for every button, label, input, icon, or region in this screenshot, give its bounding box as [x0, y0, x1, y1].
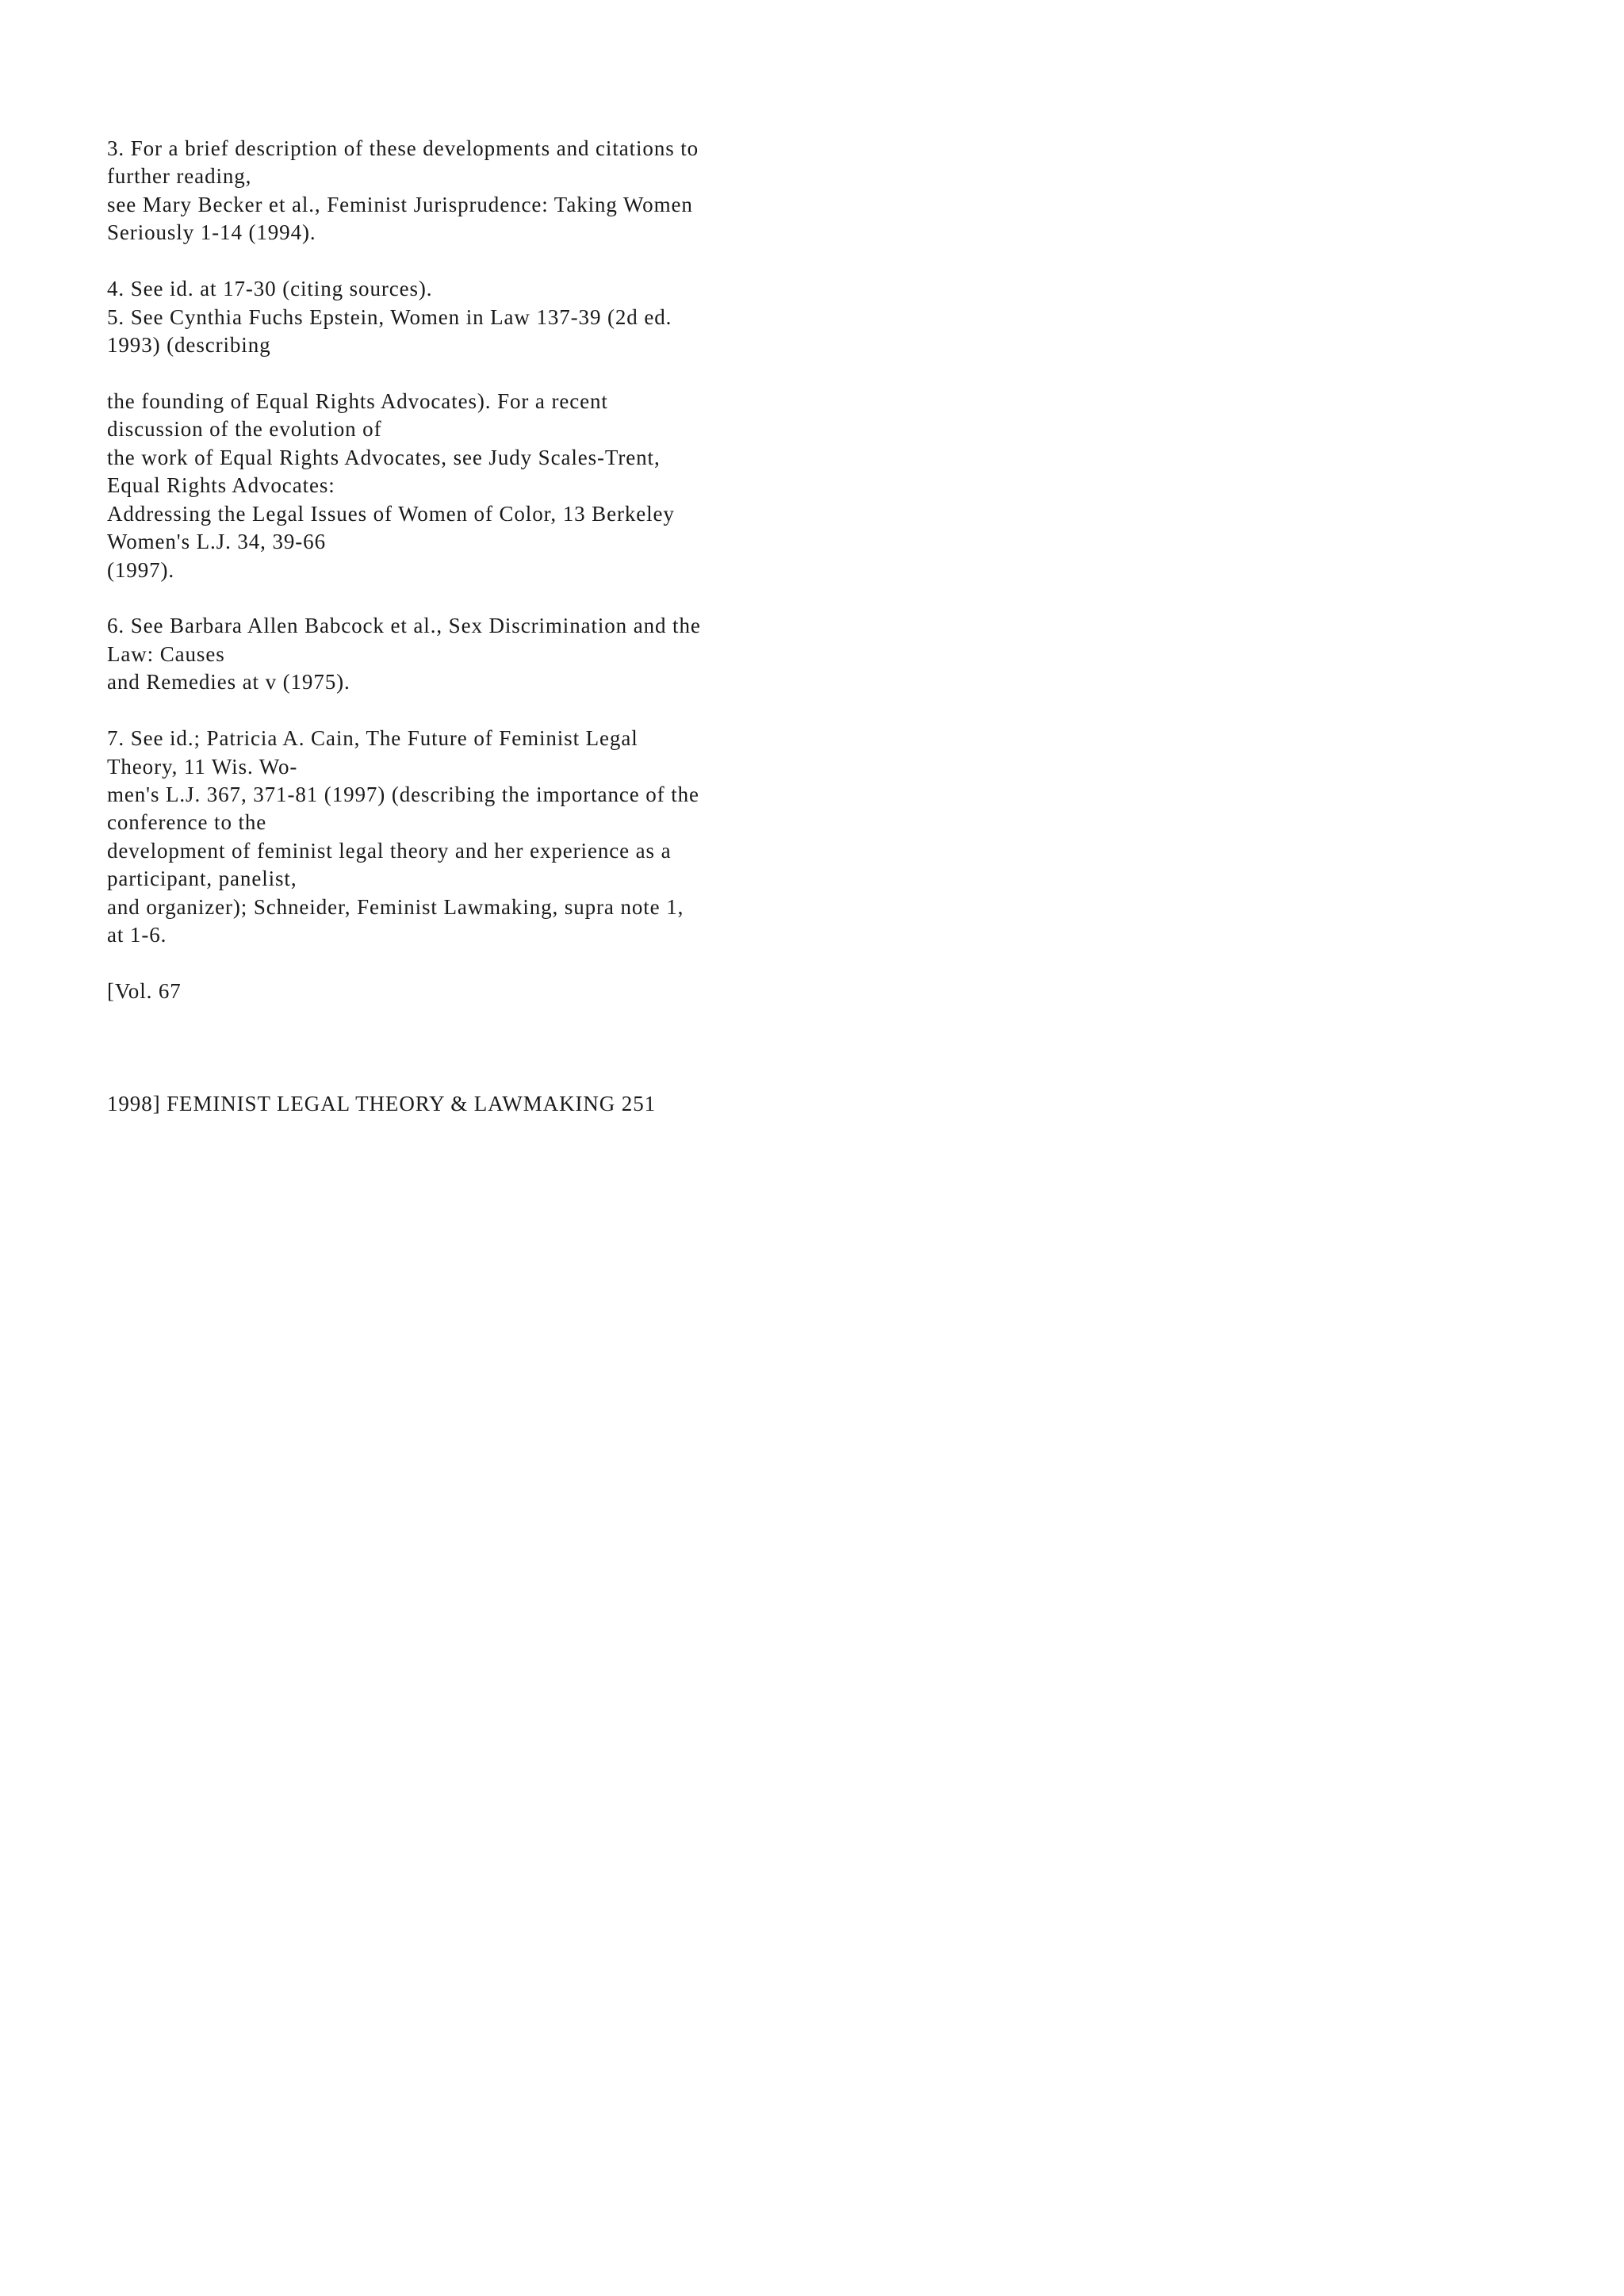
footnote-3-line-1: 3. For a brief description of these developments and citations to	[107, 136, 699, 160]
footnote-7-line-4: conference to the	[107, 810, 267, 834]
running-header: 1998] FEMINIST LEGAL THEORY & LAWMAKING 251	[107, 1092, 656, 1115]
footnote-3-line-4: Seriously 1-14 (1994).	[107, 220, 316, 244]
footnote-4-line-1: 4. See id. at 17-30 (citing sources).	[107, 277, 433, 300]
footnote-3-line-2: further reading,	[107, 164, 252, 188]
footnote-5-line-1: 5. See Cynthia Fuchs Epstein, Women in Law 137-39 (2d ed.	[107, 305, 672, 329]
footnote-7-line-6: participant, panelist,	[107, 867, 297, 890]
footnote-5-line-9: (1997).	[107, 558, 175, 582]
footnote-7-line-3: men's L.J. 367, 371-81 (1997) (describing the importance of the	[107, 783, 699, 806]
footnote-5-line-8: Women's L.J. 34, 39-66	[107, 530, 326, 553]
footnote-5-line-3: the founding of Equal Rights Advocates). For a recent	[107, 389, 608, 413]
footnote-7-line-5: development of feminist legal theory and her experience as a	[107, 839, 672, 863]
footnote-7-line-8: at 1-6.	[107, 923, 167, 947]
footnote-7-line-2: Theory, 11 Wis. Wo-	[107, 755, 298, 779]
footnote-5-line-5: the work of Equal Rights Advocates, see Judy Scales-Trent,	[107, 446, 661, 469]
footnote-6-line-3: and Remedies at v (1975).	[107, 670, 350, 694]
footnote-5-line-4: discussion of the evolution of	[107, 417, 382, 441]
footnote-6-line-2: Law: Causes	[107, 642, 225, 666]
document-page	[0, 0, 875, 1238]
footnote-5-line-2: 1993) (describing	[107, 333, 271, 357]
footnote-7-line-1: 7. See id.; Patricia A. Cain, The Future of Feminist Legal	[107, 726, 638, 750]
footnote-5-line-7: Addressing the Legal Issues of Women of Color, 13 Berkeley	[107, 502, 675, 526]
volume-marker: [Vol. 67	[107, 979, 182, 1003]
footnote-6-line-1: 6. See Barbara Allen Babcock et al., Sex Discrimination and the	[107, 614, 701, 637]
footnote-3-line-3: see Mary Becker et al., Feminist Jurisprudence: Taking Women	[107, 193, 693, 216]
footnote-5-line-6: Equal Rights Advocates:	[107, 473, 335, 497]
footnote-7-line-7: and organizer); Schneider, Feminist Lawmaking, supra note 1,	[107, 895, 684, 919]
